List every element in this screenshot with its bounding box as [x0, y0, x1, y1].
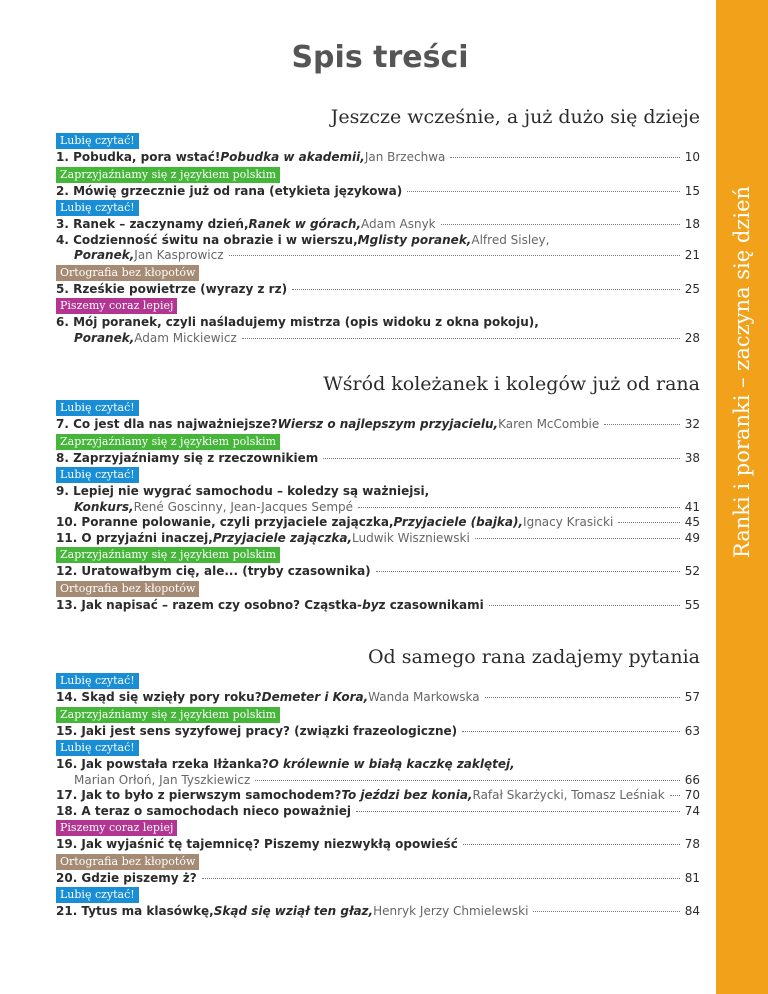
category-badge: Zaprzyjaźniamy się z językiem polskim — [56, 547, 280, 563]
work-title: -by — [357, 597, 379, 612]
entry-title: 3. Ranek – zaczynamy dzień, — [56, 217, 249, 231]
entry-title: 13. Jak napisać – razem czy osobno? Cząstka — [56, 597, 358, 612]
dot-leader — [475, 538, 680, 539]
category-badge: Ortografia bez kłopotów — [56, 581, 199, 597]
category-badge: Lubię czytać! — [56, 467, 139, 483]
page-number: 10 — [684, 150, 700, 164]
work-title: Wiersz o najlepszym przyjacielu, — [277, 417, 499, 431]
toc-entry[interactable] — [56, 724, 700, 740]
dot-leader — [292, 289, 680, 290]
entry-title: 15. Jaki jest sens syzyfowej pracy? (związki frazeologiczne) — [56, 723, 458, 738]
category-badge: Lubię czytać! — [56, 740, 139, 756]
page-number: 21 — [684, 248, 700, 262]
work-title: Demeter i Kora, — [261, 690, 369, 704]
section-2 — [56, 370, 700, 613]
toc-entry[interactable] — [56, 690, 700, 706]
toc-entry[interactable] — [56, 282, 700, 298]
entry-title: 20. Gdzie piszemy ż? — [56, 870, 197, 885]
entry-title: 12. Uratowałbym cię, ale... (tryby czasownika) — [56, 564, 371, 578]
dot-leader — [450, 157, 679, 158]
section-title: Wśród koleżanek i kolegów już od rana — [323, 373, 700, 395]
dot-leader — [229, 255, 680, 256]
work-title: Przyjaciele (bajka), — [393, 515, 524, 529]
page-number: 70 — [684, 788, 700, 802]
toc-entry[interactable] — [56, 515, 700, 531]
toc-entry[interactable] — [56, 564, 700, 580]
entry-title: 4. Codzienność świtu na obrazie i w wierszu, — [56, 232, 358, 247]
toc-entry-lead — [56, 484, 700, 500]
section-1 — [56, 103, 700, 346]
entry-title: 14. Skąd się wzięły pory roku? — [56, 690, 262, 704]
toc-entry-lead — [56, 233, 700, 249]
entry-title: 11. O przyjaźni inaczej, — [56, 530, 213, 545]
author-name: Marian Orłoń, Jan Tyszkiewicz — [74, 772, 251, 787]
author-name: Ignacy Krasicki — [523, 515, 614, 529]
toc-entry[interactable] — [56, 233, 700, 264]
author-name: Karen McCombie — [498, 417, 600, 431]
author-name: Adam Mickiewicz — [134, 330, 237, 345]
dot-leader — [356, 811, 680, 812]
entry-title: 10. Poranne polowanie, czyli przyjaciele zajączka, — [56, 515, 394, 529]
page-number: 49 — [684, 530, 700, 545]
author-name: Rafał Skarżycki, Tomasz Leśniak — [472, 788, 665, 802]
page-number: 84 — [684, 904, 700, 918]
entry-title: 17. Jak to było z pierwszym samochodem? — [56, 788, 342, 802]
work-title: Poranek, — [74, 330, 135, 345]
author-name: Ludwik Wiszniewski — [352, 530, 470, 545]
work-title: To jeździ bez konia, — [341, 788, 473, 802]
page-number: 38 — [684, 450, 700, 465]
category-badge: Lubię czytać! — [56, 200, 139, 216]
toc-entry[interactable] — [56, 184, 700, 200]
entry-title: 5. Rześkie powietrze (wyrazy z rz) — [56, 281, 288, 296]
page-number: 41 — [684, 499, 700, 514]
dot-leader — [202, 878, 680, 879]
entry-title: 1. Pobudka, pora wstać! — [56, 150, 221, 164]
author-name: René Goscinny, Jean-Jacques Sempé — [133, 499, 354, 514]
page-number: 52 — [684, 564, 700, 578]
category-badge: Lubię czytać! — [56, 133, 139, 149]
entry-title: 19. Jak wyjaśnić tę tajemnicę? Piszemy niezwykłą opowieść — [56, 837, 458, 851]
author-name: Alfred Sisley, — [471, 232, 550, 247]
category-badge: Ortografia bez kłopotów — [56, 265, 199, 281]
toc-entry[interactable] — [56, 904, 700, 920]
entry-title: 2. Mówię grzecznie już od rana (etykieta językowa) — [56, 183, 403, 198]
page-number: 57 — [684, 690, 700, 704]
page-number: 81 — [684, 870, 700, 885]
category-badge: Piszemy coraz lepiej — [56, 298, 177, 314]
category-badge: Zaprzyjaźniamy się z językiem polskim — [56, 707, 280, 723]
page-number: 18 — [684, 217, 700, 231]
section-title: Jeszcze wcześnie, a już dużo się dzieje — [330, 106, 700, 128]
work-title: O królewnie w białą kaczkę zaklętej, — [268, 757, 515, 771]
dot-leader — [489, 605, 680, 606]
category-badge: Zaprzyjaźniamy się z językiem polskim — [56, 434, 280, 450]
entry-title: 6. Mój poranek, czyli naśladujemy mistrza (opis widoku z okna pokoju), — [56, 315, 539, 329]
dot-leader — [463, 844, 680, 845]
entry-title: 16. Jak powstała rzeka Iłżanka? — [56, 757, 269, 771]
dot-leader — [376, 571, 680, 572]
toc-entry[interactable] — [56, 757, 700, 788]
category-badge: Lubię czytać! — [56, 673, 139, 689]
section-title: Od samego rana zadajemy pytania — [367, 646, 700, 668]
dot-leader — [618, 522, 679, 523]
dot-leader — [323, 458, 679, 459]
dot-leader — [670, 795, 680, 796]
entry-title: 21. Tytus ma klasówkę, — [56, 904, 214, 918]
work-title: Przyjaciele zajączka, — [212, 530, 353, 545]
work-title: Ranek w górach, — [248, 217, 362, 231]
section-3 — [56, 643, 700, 920]
page-number: 55 — [684, 597, 700, 612]
toc-entry[interactable] — [56, 804, 700, 820]
category-badge: Zaprzyjaźniamy się z językiem polskim — [56, 167, 280, 183]
dot-leader — [485, 697, 680, 698]
entry-title: 7. Co jest dla nas najważniejsze? — [56, 417, 278, 431]
page-title: Spis treści — [291, 40, 469, 75]
toc-entry[interactable] — [56, 315, 700, 346]
sidebar-title: Ranki i poranki – zaczyna się dzień — [730, 185, 754, 559]
toc-entry[interactable] — [56, 837, 700, 853]
toc-entry[interactable] — [56, 531, 700, 547]
author-name: Wanda Markowska — [368, 690, 480, 704]
toc-entry[interactable] — [56, 788, 700, 804]
page-number: 28 — [684, 330, 700, 345]
dot-leader — [604, 424, 679, 425]
toc-entry[interactable] — [56, 598, 700, 614]
work-title: Pobudka w akademii, — [220, 150, 365, 164]
dot-leader — [242, 338, 680, 339]
author-name: Jan Kasprowicz — [134, 248, 224, 262]
page-number: 15 — [684, 183, 700, 198]
page-number: 66 — [684, 772, 700, 787]
toc-entry[interactable] — [56, 417, 700, 433]
work-title: Poranek, — [74, 248, 135, 262]
toc-entry-lead — [56, 315, 700, 331]
toc-entry[interactable] — [56, 217, 700, 233]
entry-title: 9. Lepiej nie wygrać samochodu – koledzy są ważniejsi, — [56, 484, 430, 498]
category-badge: Piszemy coraz lepiej — [56, 820, 177, 836]
dot-leader — [533, 911, 679, 912]
author-name: Jan Brzechwa — [364, 150, 446, 164]
work-title: Skąd się wziął ten głaz, — [213, 904, 374, 918]
author-name: Henryk Jerzy Chmielewski — [373, 904, 529, 918]
page-number: 63 — [684, 723, 700, 738]
dot-leader — [407, 191, 680, 192]
toc-entry[interactable] — [56, 871, 700, 887]
dot-leader — [358, 507, 680, 508]
page-number: 45 — [684, 515, 700, 529]
category-badge: Lubię czytać! — [56, 887, 139, 903]
author-name: Adam Asnyk — [361, 217, 436, 231]
page-number: 25 — [684, 281, 700, 296]
dot-leader — [462, 731, 680, 732]
category-badge: Lubię czytać! — [56, 400, 139, 416]
entry-title: z czasownikami — [378, 597, 484, 612]
entry-title: 8. Zaprzyjaźniamy się z rzeczownikiem — [56, 450, 319, 465]
toc-entry[interactable] — [56, 451, 700, 467]
dot-leader — [255, 780, 679, 781]
entry-title: 18. A teraz o samochodach nieco poważniej — [56, 803, 352, 818]
page-number: 74 — [684, 803, 700, 818]
page-number: 32 — [684, 417, 700, 431]
toc-entry-lead — [56, 757, 700, 773]
toc-entry[interactable] — [56, 150, 700, 166]
work-title: Mglisty poranek, — [357, 232, 472, 247]
dot-leader — [441, 224, 680, 225]
toc-entry[interactable] — [56, 484, 700, 515]
category-badge: Ortografia bez kłopotów — [56, 854, 199, 870]
work-title: Konkurs, — [74, 499, 134, 514]
page-number: 78 — [684, 837, 700, 851]
